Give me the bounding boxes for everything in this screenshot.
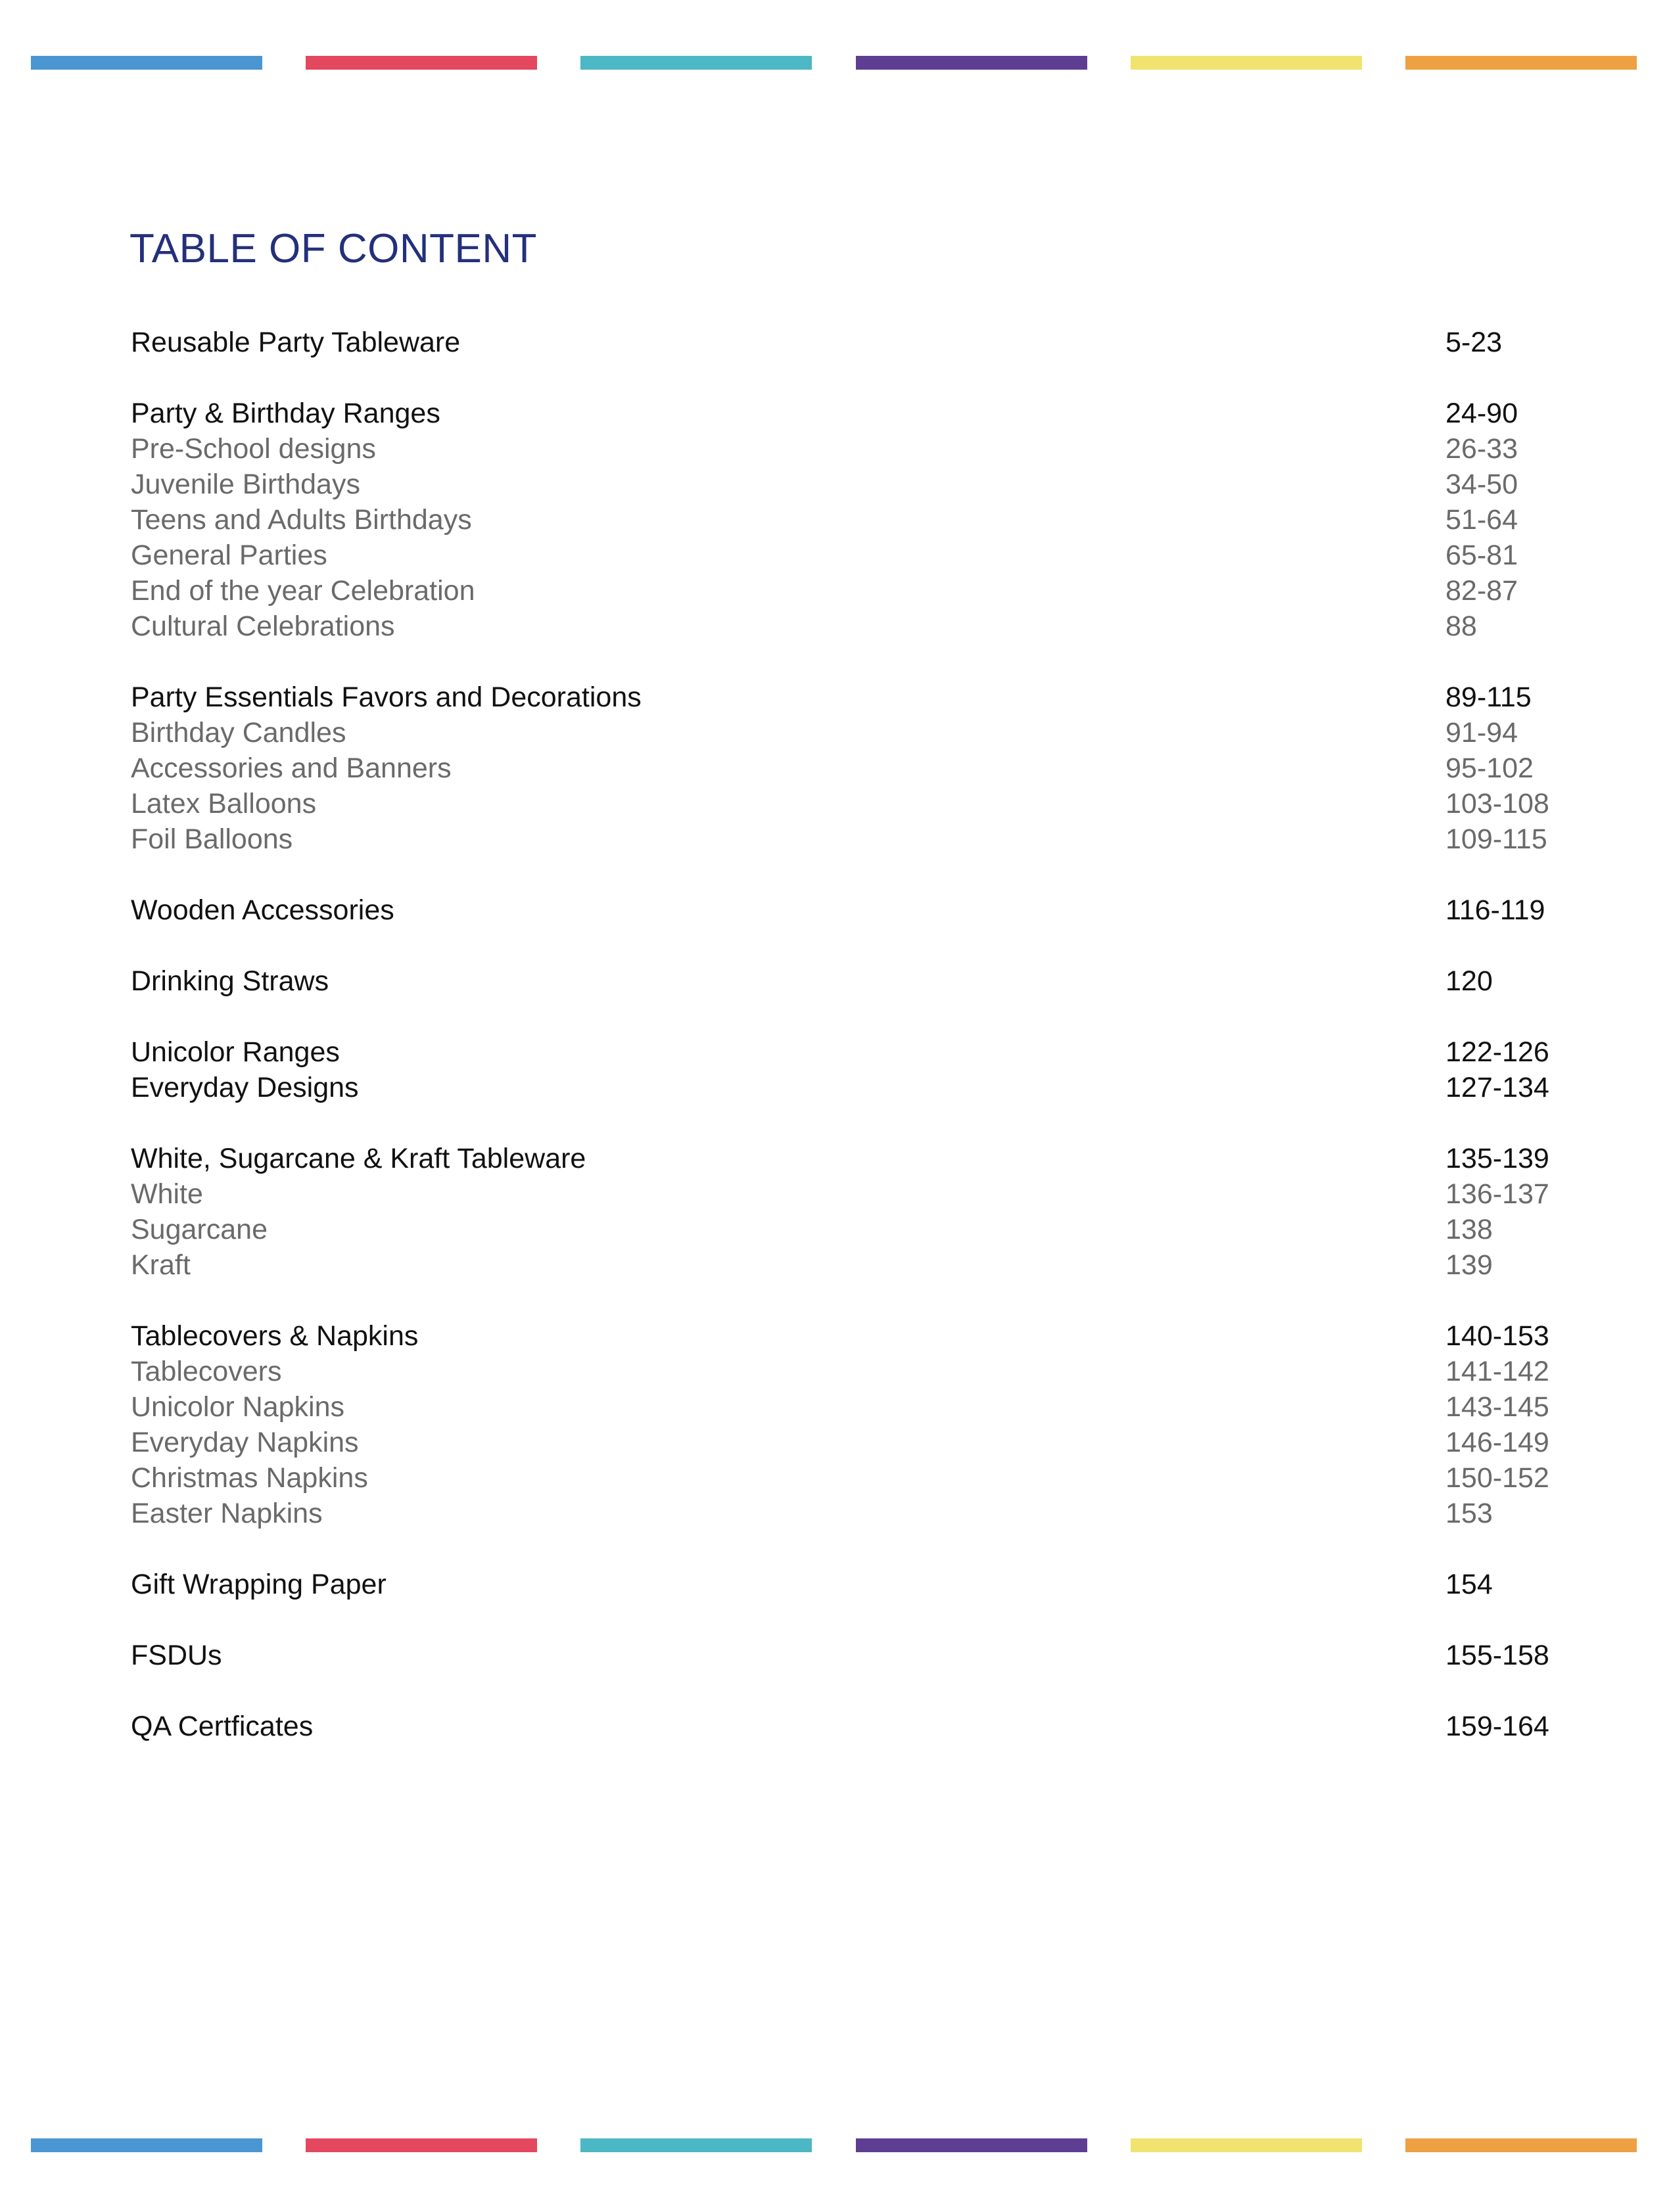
toc-section [131, 892, 1544, 928]
toc-entry [131, 1176, 1549, 1212]
toc-page-range: 143-145 [1446, 1391, 1549, 1423]
toc-page-range: 95-102 [1446, 752, 1534, 784]
toc-section-heading [131, 1638, 1549, 1673]
toc-entry-title: Sugarcane [131, 1214, 268, 1245]
toc-page-range: 34-50 [1446, 469, 1518, 500]
toc-entry-title: Birthday Candles [131, 717, 346, 749]
toc-page-range: 24-90 [1446, 398, 1518, 429]
color-stripe [856, 2138, 1087, 2152]
toc-page-range: 89-115 [1446, 681, 1532, 713]
toc-section-heading [131, 325, 1544, 360]
toc-entry [131, 1247, 1544, 1283]
toc-section-heading [131, 1567, 1544, 1602]
toc-entry-title: Foil Balloons [131, 823, 293, 855]
toc-entry-title: FSDUs [131, 1640, 222, 1671]
toc-page-range: 150-152 [1446, 1462, 1549, 1494]
toc-section [131, 396, 1544, 644]
toc-section [131, 1709, 1549, 1744]
page-title: TABLE OF CONTENT [129, 226, 538, 271]
toc-page-range: 51-64 [1446, 504, 1518, 536]
toc-page-range: 88 [1446, 611, 1477, 642]
toc-page-range: 122-126 [1446, 1036, 1549, 1068]
toc-entry [131, 750, 1544, 786]
toc-page-range: 5-23 [1446, 327, 1503, 358]
toc-page-range: 155-158 [1446, 1640, 1549, 1671]
toc-page-range: 91-94 [1446, 717, 1518, 749]
toc-section-heading [131, 680, 1544, 715]
toc-entry-title: White, Sugarcane & Kraft Tableware [131, 1143, 586, 1174]
toc-page-range: 153 [1446, 1498, 1493, 1529]
toc-section-heading [131, 963, 1544, 999]
toc-section [131, 1567, 1544, 1602]
toc-page-range: 116-119 [1446, 894, 1545, 926]
top-color-stripes [31, 56, 1637, 70]
toc-page-range: 140-153 [1446, 1320, 1549, 1352]
toc-entry-title: Pre-School designs [131, 433, 376, 465]
toc-page-range: 138 [1446, 1214, 1493, 1245]
toc-section-heading [131, 1318, 1549, 1354]
toc-section [131, 1318, 1549, 1531]
toc-page-range: 82-87 [1446, 575, 1518, 607]
toc-entry-title: General Parties [131, 540, 327, 571]
toc-entry-title: Cultural Celebrations [131, 611, 395, 642]
toc-page-range: 26-33 [1446, 433, 1518, 465]
toc-entry-title: Kraft [131, 1249, 191, 1281]
toc-entry-title: Gift Wrapping Paper [131, 1569, 387, 1600]
toc-section [131, 1638, 1549, 1673]
toc-page-range: 159-164 [1446, 1711, 1549, 1742]
toc-section-heading [131, 1141, 1549, 1176]
toc-entry-title: Christmas Napkins [131, 1462, 368, 1494]
toc-section [131, 1034, 1549, 1105]
toc-entry [131, 1496, 1544, 1531]
toc-entry [131, 1425, 1549, 1460]
toc-page-range: 136-137 [1446, 1178, 1549, 1210]
toc-entry-title: QA Certficates [131, 1711, 314, 1742]
toc-page-range: 146-149 [1446, 1427, 1549, 1458]
toc-entry-title: Wooden Accessories [131, 894, 394, 926]
color-stripe [1405, 2138, 1637, 2152]
color-stripe [580, 2138, 812, 2152]
toc-page-range: 103-108 [1446, 788, 1549, 819]
toc-section-heading [131, 1709, 1549, 1744]
toc-entry-title: Unicolor Napkins [131, 1391, 345, 1423]
toc-entry-title: Easter Napkins [131, 1498, 323, 1529]
color-stripe [31, 2138, 262, 2152]
toc-page-range: 154 [1446, 1569, 1493, 1600]
toc-entry-title: Accessories and Banners [131, 752, 452, 784]
toc-section-heading [131, 1070, 1549, 1105]
toc-entry-title: Party Essentials Favors and Decorations [131, 681, 642, 713]
color-stripe [580, 56, 812, 70]
toc-page-range: 127-134 [1446, 1072, 1549, 1103]
toc-entry-title: Unicolor Ranges [131, 1036, 340, 1068]
color-stripe [306, 56, 537, 70]
toc-page-range: 139 [1446, 1249, 1493, 1281]
toc-section-heading [131, 396, 1544, 431]
color-stripe [306, 2138, 537, 2152]
toc-section [131, 680, 1549, 857]
toc-section [131, 325, 1544, 360]
toc-entry [131, 573, 1544, 609]
toc-page-range: 135-139 [1446, 1143, 1549, 1174]
color-stripe [1405, 56, 1637, 70]
toc-page-range: 141-142 [1446, 1356, 1549, 1387]
toc-entry [131, 431, 1544, 467]
toc-section-heading [131, 892, 1544, 928]
toc-entry-title: White [131, 1178, 203, 1210]
toc-entry [131, 786, 1549, 821]
toc-page-range: 65-81 [1446, 540, 1518, 571]
toc-section [131, 963, 1544, 999]
toc-entry-title: Teens and Adults Birthdays [131, 504, 472, 536]
toc-entry-title: Party & Birthday Ranges [131, 398, 440, 429]
toc-section [131, 1141, 1549, 1283]
toc-entry [131, 609, 1544, 644]
toc-entry-title: Tablecovers & Napkins [131, 1320, 419, 1352]
toc-section-heading [131, 1034, 1549, 1070]
color-stripe [1131, 2138, 1362, 2152]
toc-entry [131, 467, 1544, 502]
toc-entry [131, 1212, 1544, 1247]
color-stripe [31, 56, 262, 70]
toc-entry-title: Reusable Party Tableware [131, 327, 461, 358]
toc-entry [131, 821, 1547, 857]
toc-entry [131, 502, 1544, 538]
toc-entry [131, 1354, 1549, 1389]
bottom-color-stripes [31, 2138, 1637, 2152]
toc-entry-title: Drinking Straws [131, 965, 329, 997]
toc-page-range: 109-115 [1446, 823, 1547, 855]
toc-entry-title: Tablecovers [131, 1356, 282, 1387]
table-of-contents [131, 325, 1549, 1744]
color-stripe [1131, 56, 1362, 70]
toc-entry-title: End of the year Celebration [131, 575, 475, 607]
toc-entry-title: Juvenile Birthdays [131, 469, 360, 500]
color-stripe [856, 56, 1087, 70]
toc-page-range: 120 [1446, 965, 1493, 997]
toc-entry [131, 1460, 1549, 1496]
toc-entry [131, 1389, 1549, 1425]
toc-entry-title: Everyday Napkins [131, 1427, 359, 1458]
toc-entry-title: Latex Balloons [131, 788, 317, 819]
toc-entry [131, 715, 1544, 750]
toc-entry [131, 538, 1544, 573]
toc-entry-title: Everyday Designs [131, 1072, 359, 1103]
